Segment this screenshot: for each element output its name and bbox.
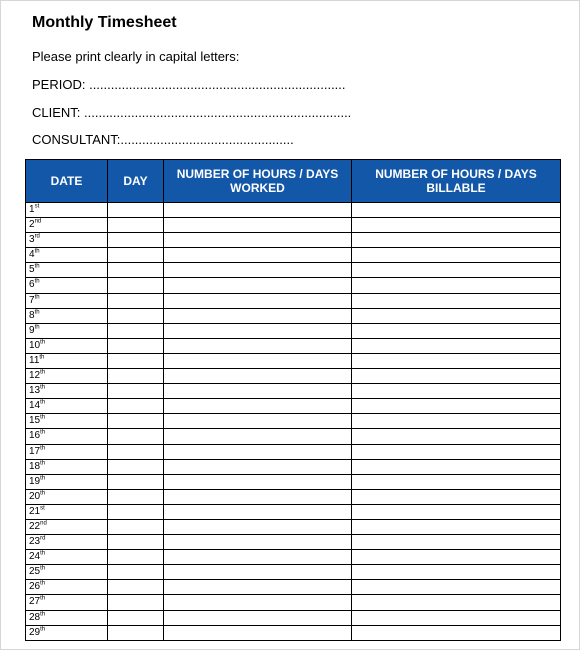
table-row [26,580,561,595]
hours-worked-cell[interactable] [164,338,352,353]
day-column-header: DAY [108,160,164,203]
date-number: 28 [29,611,41,623]
hours-billable-cell[interactable] [352,595,561,610]
date-suffix: th [40,430,46,437]
client-field [32,105,351,120]
hours-billable-cell[interactable] [352,625,561,640]
hours-worked-cell[interactable] [164,399,352,414]
date-cell [26,550,108,565]
date-cell [26,399,108,414]
day-cell[interactable] [108,218,164,233]
date-number: 7 [29,294,35,306]
date-number: 22 [29,520,41,532]
date-suffix: th [40,490,46,497]
day-cell[interactable] [108,459,164,474]
date-suffix: th [34,324,40,331]
day-cell[interactable] [108,444,164,459]
date-cell [26,278,108,293]
hours-billable-cell[interactable] [352,429,561,444]
hours-worked-cell[interactable] [164,459,352,474]
hours-billable-cell[interactable] [352,369,561,384]
date-suffix: th [34,279,40,286]
table-body [26,203,561,641]
date-number: 11 [29,354,40,366]
hours-billable-cell[interactable] [352,399,561,414]
day-cell[interactable] [108,278,164,293]
date-cell [26,535,108,550]
hours-worked-cell[interactable] [164,489,352,504]
hours-worked-cell[interactable] [164,248,352,263]
date-cell [26,384,108,399]
date-cell [26,218,108,233]
table-row [26,353,561,368]
date-suffix: th [40,369,46,376]
date-number: 2 [29,219,35,231]
date-suffix: th [40,581,46,588]
hours-billable-cell[interactable] [352,489,561,504]
hours-billable-cell[interactable] [352,535,561,550]
table-row [26,233,561,248]
date-suffix: th [34,248,40,255]
table-row [26,595,561,610]
date-column-header: DATE [26,160,108,203]
hours-billable-cell[interactable] [352,580,561,595]
date-number: 17 [29,445,41,457]
date-suffix: th [40,596,46,603]
hours-worked-cell[interactable] [164,580,352,595]
hours-worked-cell[interactable] [164,369,352,384]
date-suffix: nd [40,520,47,527]
table-row [26,323,561,338]
date-suffix: rd [34,233,40,240]
day-cell[interactable] [108,625,164,640]
hours-billable-cell[interactable] [352,338,561,353]
hours-worked-cell[interactable] [164,550,352,565]
hours-worked-cell[interactable] [164,233,352,248]
day-cell[interactable] [108,369,164,384]
date-number: 16 [29,430,41,442]
hours-worked-cell[interactable] [164,595,352,610]
date-suffix: th [40,565,46,572]
table-row [26,248,561,263]
hours-billable-column-header: NUMBER OF HOURS / DAYS BILLABLE [352,160,561,203]
date-cell [26,369,108,384]
hours-worked-cell[interactable] [164,535,352,550]
date-cell [26,474,108,489]
day-cell[interactable] [108,233,164,248]
date-number: 21 [29,505,41,517]
date-cell [26,233,108,248]
day-cell[interactable] [108,474,164,489]
date-cell [26,353,108,368]
date-suffix: th [40,414,46,421]
table-row [26,278,561,293]
day-cell[interactable] [108,399,164,414]
date-number: 24 [29,551,41,563]
table-row [26,218,561,233]
consultant-dotted-line[interactable]: ................................................ [120,132,294,147]
table-row [26,565,561,580]
date-number: 20 [29,490,41,502]
day-cell[interactable] [108,429,164,444]
hours-worked-cell[interactable] [164,384,352,399]
table-row [26,293,561,308]
date-number: 18 [29,460,41,472]
hours-billable-cell[interactable] [352,203,561,218]
client-dotted-line[interactable]: .......................................................................... [80,105,352,120]
date-cell [26,580,108,595]
hours-billable-cell[interactable] [352,263,561,278]
table-row [26,519,561,534]
day-cell[interactable] [108,384,164,399]
hours-worked-cell[interactable] [164,278,352,293]
date-suffix: th [40,399,46,406]
hours-billable-cell[interactable] [352,610,561,625]
hours-billable-cell[interactable] [352,233,561,248]
consultant-label: CONSULTANT: [32,132,121,147]
date-number: 23 [29,536,41,548]
hours-billable-cell[interactable] [352,504,561,519]
period-dotted-line[interactable]: ....................................................................... [85,77,346,92]
hours-billable-cell[interactable] [352,293,561,308]
hours-billable-cell[interactable] [352,278,561,293]
date-number: 26 [29,581,41,593]
date-suffix: nd [34,218,42,225]
date-cell [26,519,108,534]
date-cell [26,414,108,429]
date-suffix: th [40,339,46,346]
hours-billable-cell[interactable] [352,323,561,338]
hours-billable-cell[interactable] [352,444,561,459]
table-row [26,263,561,278]
day-cell[interactable] [108,489,164,504]
day-cell[interactable] [108,610,164,625]
date-cell [26,610,108,625]
date-number: 13 [29,385,41,397]
date-cell [26,293,108,308]
timesheet-table [25,159,561,641]
day-cell[interactable] [108,535,164,550]
table-header-row [26,160,561,203]
date-number: 14 [29,400,41,412]
date-cell [26,595,108,610]
date-number: 8 [29,309,35,321]
day-cell[interactable] [108,323,164,338]
hours-worked-cell[interactable] [164,429,352,444]
date-suffix: th [40,475,46,482]
date-cell [26,263,108,278]
date-suffix: st [34,203,40,210]
table-row [26,504,561,519]
table-row [26,625,561,640]
table-row [26,429,561,444]
hours-worked-cell[interactable] [164,263,352,278]
date-suffix: th [40,611,46,618]
date-suffix: th [34,309,40,316]
date-cell [26,565,108,580]
date-number: 10 [29,339,41,351]
day-cell[interactable] [108,504,164,519]
table-row [26,474,561,489]
date-number: 6 [29,279,35,291]
date-number: 5 [29,264,35,276]
table-row [26,550,561,565]
date-number: 25 [29,566,41,578]
table-row [26,489,561,504]
hours-billable-cell[interactable] [352,248,561,263]
date-number: 29 [29,626,41,638]
hours-billable-cell[interactable] [352,474,561,489]
hours-worked-cell[interactable] [164,203,352,218]
table-row [26,610,561,625]
date-number: 19 [29,475,41,487]
hours-billable-cell[interactable] [352,519,561,534]
hours-worked-cell[interactable] [164,323,352,338]
hours-worked-cell[interactable] [164,444,352,459]
day-cell[interactable] [108,203,164,218]
day-cell[interactable] [108,519,164,534]
table-row [26,369,561,384]
hours-worked-cell[interactable] [164,218,352,233]
date-suffix: th [34,264,40,271]
day-cell[interactable] [108,338,164,353]
date-number: 1 [29,204,35,215]
date-suffix: rd [40,535,46,542]
table-row [26,384,561,399]
date-cell [26,444,108,459]
date-suffix: th [40,626,46,633]
date-number: 4 [29,249,35,261]
hours-billable-cell[interactable] [352,308,561,323]
date-number: 15 [29,415,41,427]
hours-worked-cell[interactable] [164,414,352,429]
period-field [32,77,346,92]
date-number: 27 [29,596,41,608]
table-row [26,535,561,550]
day-cell[interactable] [108,595,164,610]
hours-worked-cell[interactable] [164,504,352,519]
date-suffix: st [40,505,45,512]
date-number: 12 [29,370,41,382]
hours-worked-column-header: NUMBER OF HOURS / DAYS WORKED [164,160,352,203]
table-row [26,414,561,429]
date-cell [26,308,108,323]
date-cell [26,459,108,474]
table-row [26,308,561,323]
day-cell[interactable] [108,293,164,308]
day-cell[interactable] [108,353,164,368]
date-suffix: th [40,550,46,557]
day-cell[interactable] [108,248,164,263]
period-label: PERIOD: [32,77,86,92]
hours-billable-cell[interactable] [352,384,561,399]
table-row [26,399,561,414]
consultant-field [32,132,294,147]
date-cell [26,248,108,263]
hours-billable-cell[interactable] [352,565,561,580]
date-cell [26,203,108,218]
date-cell [26,489,108,504]
hours-billable-cell[interactable] [352,414,561,429]
hours-worked-cell[interactable] [164,610,352,625]
table-row [26,203,561,218]
hours-worked-cell[interactable] [164,353,352,368]
hours-billable-cell[interactable] [352,353,561,368]
date-number: 9 [29,324,35,336]
hours-worked-cell[interactable] [164,474,352,489]
hours-worked-cell[interactable] [164,293,352,308]
date-cell [26,323,108,338]
instruction-text: Please print clearly in capital letters: [32,49,240,64]
day-cell[interactable] [108,414,164,429]
day-cell[interactable] [108,565,164,580]
day-cell[interactable] [108,580,164,595]
hours-billable-cell[interactable] [352,218,561,233]
date-suffix: th [40,384,46,391]
hours-worked-cell[interactable] [164,565,352,580]
table-row [26,444,561,459]
date-suffix: th [34,294,40,301]
page-title: Monthly Timesheet [32,14,177,31]
date-cell [26,429,108,444]
table-row [26,459,561,474]
date-suffix: th [40,460,46,467]
day-cell[interactable] [108,308,164,323]
table-row [26,338,561,353]
date-suffix: th [40,445,46,452]
hours-billable-cell[interactable] [352,550,561,565]
date-suffix: th [39,354,45,361]
client-label: CLIENT: [32,105,81,120]
hours-worked-cell[interactable] [164,625,352,640]
day-cell[interactable] [108,550,164,565]
date-number: 3 [29,234,35,246]
date-cell [26,338,108,353]
hours-worked-cell[interactable] [164,519,352,534]
hours-billable-cell[interactable] [352,459,561,474]
date-cell [26,625,108,640]
date-cell [26,504,108,519]
hours-worked-cell[interactable] [164,308,352,323]
day-cell[interactable] [108,263,164,278]
